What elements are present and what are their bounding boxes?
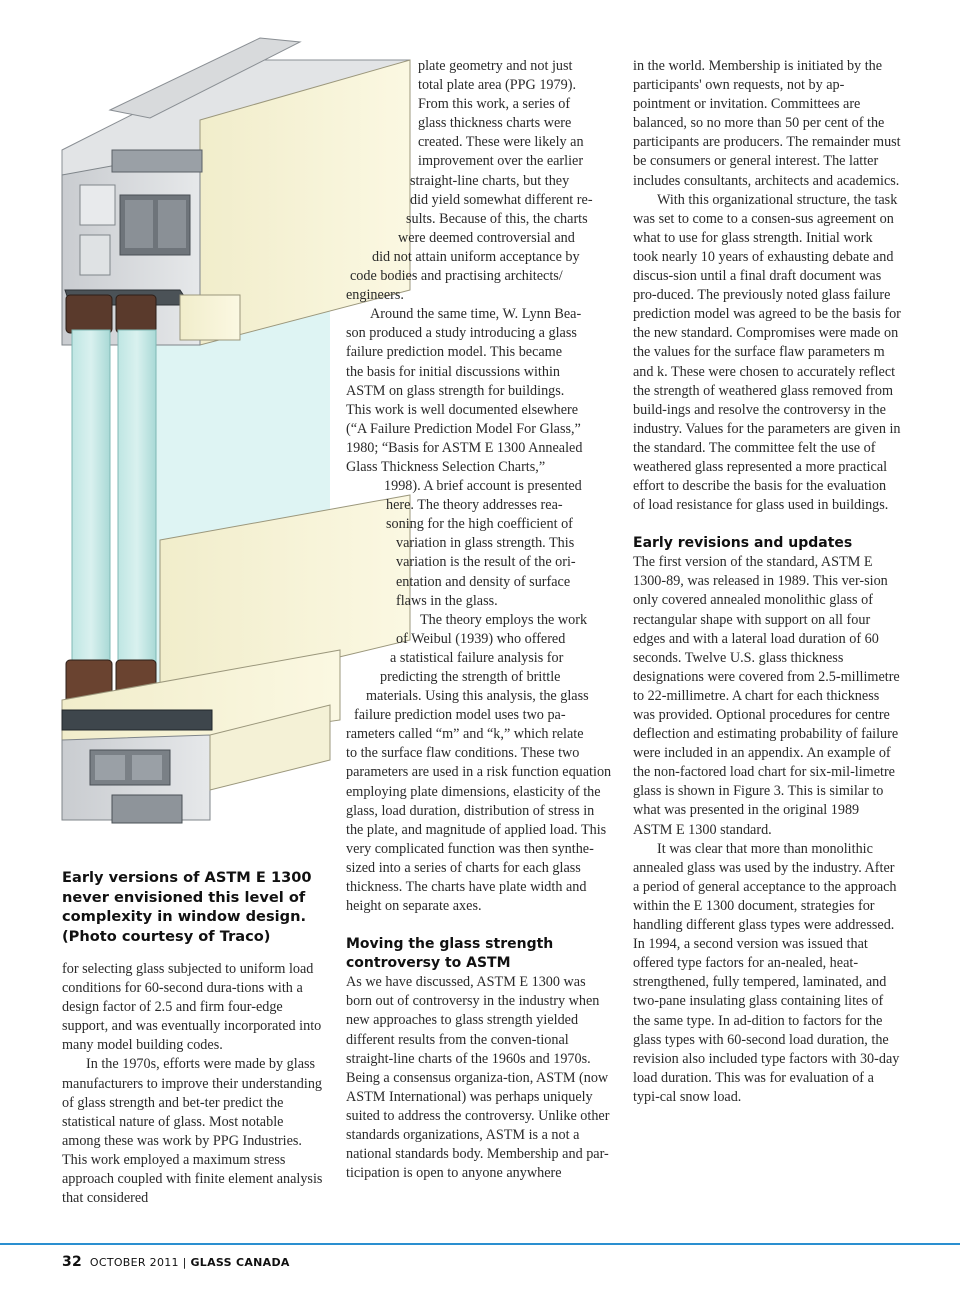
- text-line: plate geometry and not just: [418, 58, 573, 74]
- text-line: predicting the strength of brittle: [380, 669, 561, 685]
- paragraph: With this organizational structure, the task was set to come to a consen-sus agreement on what to use for glass strength. Initial work took nearly 10 years of exhausting debate and discus-sion until a final draft document was pro-duced. The previously noted glass failure prediction model was agreed to be the basis for the new standard. Compromises were made on the values for the surface flaw parameters m and k. These were chosen to accurately reflect the strength of weathered glass removed from build-ings and resolve the controversy in the industry. Values for the parameters are given in the standard. The committee felt the use of weathered glass represented a more practical effort to describe the basis for the evaluation of load resistance for glass used in buildings.: [633, 191, 901, 514]
- text-line: did yield somewhat different re-: [410, 191, 593, 208]
- text-line: engineers.: [346, 287, 404, 304]
- paragraph: The first version of the standard, ASTM E 1300-89, was released in 1989. This ver-sion only covered annealed monolithic glass of rectangular shape with support on all four edges and with a lateral load duration of 60 seconds. Twelve U.S. glass thickness designations were covered from 2.5-millimetre to 22-millimetre. A chart for each thickness was provided. Optional procedures for centre deflection and estimating probability of failure were included in an appendix. An example of the non-factored load chart for six-mil-limetre glass is shown in Figure 3. This is similar to what was presented in the original 1989 ASTM E 1300 standard.: [633, 554, 900, 838]
- text-line: of Weibul (1939) who offered: [396, 630, 566, 647]
- paragraph: As we have discussed, ASTM E 1300 was born out of controversy in the industry when new approaches to glass strength yielded different results from the conven-tional straight-line charts of the 1960s and 1970s. Being a consensus organiza-tion, ASTM (now ASTM International) was perhaps uniquely suited to address the controversy. Unlike other standards organizations, ASTM is a not a national standards body. Membership and par-ticipation is open to anyone anywhere: [346, 974, 610, 1182]
- column-left: [62, 960, 324, 1208]
- text-line: failure prediction model uses two pa-: [354, 707, 566, 724]
- text-line: The theory employs the work: [420, 611, 588, 628]
- text-line: son produced a study introducing a glass: [346, 325, 577, 342]
- paragraph: parameters are used in a risk function equation employing plate dimensions, elasticity of the glass, load duration, distribution of stress in the plate, and magnitude of applied load. This very complicated function was then synthe-sized into a series of charts for each glass thickness. The charts have plate width and height on separate axes.: [346, 764, 612, 915]
- text-line: a statistical failure analysis for: [390, 649, 564, 666]
- text-line: failure prediction model. This became: [346, 344, 563, 361]
- column-middle: [346, 57, 612, 1183]
- wrapped-text-block: [346, 57, 612, 763]
- text-line: glass thickness charts were: [418, 115, 572, 132]
- text-line: created. These were likely an: [418, 134, 584, 151]
- paragraph: for selecting glass subjected to uniform load conditions for 60-second dura-tions with a design factor of 2.5 and firm four-edge support, and was eventually incorporated into many model building codes.: [62, 961, 322, 1054]
- column-right: [633, 57, 901, 1107]
- text-line: entation and density of surface: [396, 573, 571, 590]
- glass-pane-front-1: [72, 330, 110, 680]
- issue-date: OCTOBER 2011 |: [89, 1256, 187, 1269]
- text-line: From this work, a series of: [418, 96, 571, 113]
- text-line: here. The theory addresses rea-: [386, 497, 563, 514]
- text-line: materials. Using this analysis, the glass: [366, 688, 589, 705]
- text-line: to the surface flaw conditions. These two: [346, 745, 580, 762]
- paragraph: in the world. Membership is initiated by the participants' own requests, not by ap-pointment or invitation. Committees are balanced, so no more than 50 per cent of the participants are producers. The remainder must be consumers or general interest. The latter includes consultants, architects and academics.: [633, 58, 901, 189]
- paragraph: In the 1970s, efforts were made by glass manufacturers to improve their understanding of glass strength and bet-ter predict the statistical nature of glass. Most notable among these was work by PPG Industries. This work employed a maximum stress approach coupled with finite element analysis that considered: [62, 1056, 323, 1207]
- text-line: sults. Because of this, the charts: [406, 210, 588, 227]
- text-line: code bodies and practising architects/: [350, 268, 563, 285]
- page-number: 32: [62, 1254, 83, 1270]
- text-line: Glass Thickness Selection Charts,”: [346, 458, 546, 475]
- text-line: total plate area (PPG 1979).: [418, 77, 576, 94]
- text-line: straight-line charts, but they: [410, 172, 570, 189]
- text-line: Around the same time, W. Lynn Bea-: [370, 306, 582, 323]
- section-heading: Moving the glass strength controversy to ASTM: [346, 936, 554, 972]
- text-line: the basis for initial discussions within: [346, 363, 560, 380]
- text-line: ASTM on glass strength for buildings.: [346, 382, 565, 399]
- text-line: variation is the result of the ori-: [396, 554, 576, 571]
- text-line: (“A Failure Prediction Model For Glass,”: [346, 420, 581, 437]
- text-line: improvement over the earlier: [418, 153, 584, 170]
- section-heading: Early revisions and updates: [633, 535, 853, 552]
- text-line: variation in glass strength. This: [396, 535, 575, 552]
- text-line: 1980; “Basis for ASTM E 1300 Annealed: [346, 439, 583, 456]
- footer-rule: [0, 1243, 960, 1245]
- glass-pane-front-2: [118, 330, 156, 680]
- magazine-name: GLASS CANADA: [190, 1256, 290, 1269]
- text-line: 1998). A brief account is presented: [384, 478, 582, 495]
- paragraph: It was clear that more than monolithic annealed glass was used by the industry. After a period of general acceptance to the approach within the E 1300 document, strategies for handling different glass types were addressed. In 1994, a second version was issued that offered type factors for an-nealed, heat-strengthened, fully tempered, laminated, and two-pane insulating glass containing lites of the same type. In ad-dition to factors for the glass types with 60-second load duration, the revision also included type factors with 30-day load duration. This was for evaluation of a typi-cal snow load.: [633, 840, 900, 1105]
- photo-caption: Early versions of ASTM E 1300 never envisioned this level of complexity in window design. (Photo courtesy of Traco): [62, 869, 312, 945]
- text-line: This work is well documented elsewhere: [346, 401, 579, 418]
- text-line: did not attain uniform acceptance by: [372, 248, 580, 265]
- text-line: soning for the high coefficient of: [386, 516, 573, 533]
- text-line: were deemed controversial and: [398, 229, 575, 246]
- text-line: flaws in the glass.: [396, 592, 498, 609]
- text-line: rameters called “m” and “k,” which relate: [346, 726, 584, 743]
- page-footer: [62, 1254, 290, 1270]
